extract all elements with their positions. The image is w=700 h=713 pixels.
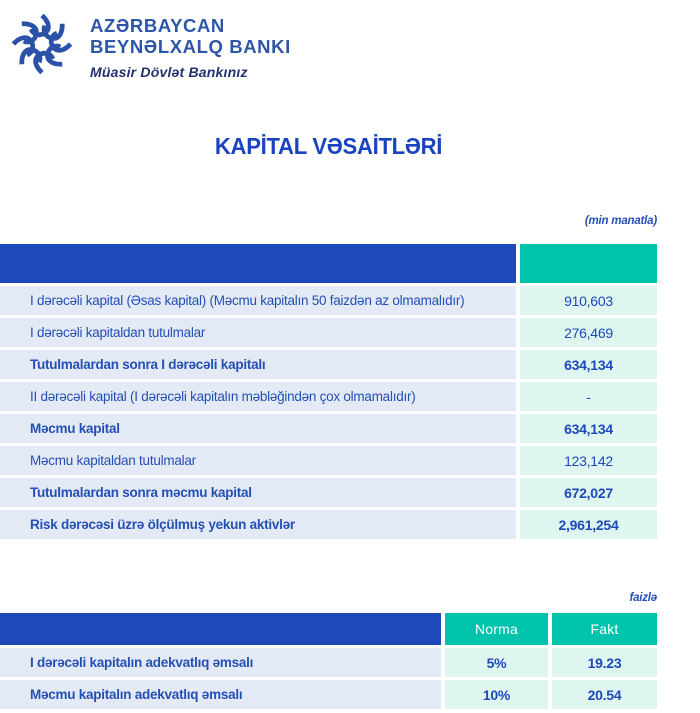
adequacy-header-label-cell: [0, 613, 441, 645]
page-title: KAPİTAL VƏSAİTLƏRİ: [214, 133, 443, 159]
capital-table-header: [0, 244, 657, 283]
bank-tagline: Müasir Dövlət Bankınız: [90, 64, 248, 81]
bank-name-block: [90, 8, 291, 80]
row-value: 2,961,254: [520, 510, 657, 539]
row-label: Məcmu kapitalın adekvatlıq əmsalı: [0, 680, 441, 709]
table-row: [0, 510, 657, 539]
row-label: Risk dərəcəsi üzrə ölçülmuş yekun aktivlər: [0, 510, 516, 539]
row-value: 276,469: [520, 318, 657, 347]
unit-note-faizle: faizlə: [629, 592, 657, 604]
row-value: 634,134: [520, 350, 657, 379]
row-label: Tutulmalardan sonra məcmu kapital: [0, 478, 516, 507]
row-value: -: [520, 382, 657, 411]
table-row: [0, 680, 657, 709]
row-label: Məcmu kapitaldan tutulmalar: [0, 446, 516, 475]
bank-name-line2: BEYNƏLXALQ BANKI: [90, 35, 291, 57]
row-fakt-value: 20.54: [552, 680, 657, 709]
table-row: [0, 350, 657, 379]
adequacy-table-body: [0, 648, 657, 709]
row-label: Tutulmalardan sonra I dərəcəli kapitalı: [0, 350, 516, 379]
row-label: I dərəcəli kapitaldan tutulmalar: [0, 318, 516, 347]
table-row: [0, 446, 657, 475]
bank-name-line1: AZƏRBAYCAN: [90, 15, 225, 36]
bank-header: [8, 8, 291, 80]
table-row: [0, 414, 657, 443]
row-norma-value: 10%: [445, 680, 548, 709]
adequacy-header-norma: Norma: [445, 613, 548, 645]
adequacy-header-fakt: Fakt: [552, 613, 657, 645]
capital-header-label-cell: [0, 244, 516, 283]
row-fakt-value: 19.23: [552, 648, 657, 677]
row-label: I dərəcəli kapitalın adekvatlıq əmsalı: [0, 648, 441, 677]
table-row: [0, 478, 657, 507]
row-label: I dərəcəli kapital (Əsas kapital) (Məcmu kapitalın 50 faizdən az olmamalıdır): [0, 286, 516, 315]
table-row: [0, 648, 657, 677]
row-value: 123,142: [520, 446, 657, 475]
adequacy-table-header: [0, 613, 657, 645]
row-norma-value: 5%: [445, 648, 548, 677]
unit-note-min-manatla: (min manatla): [584, 215, 657, 227]
table-row: [0, 382, 657, 411]
table-row: [0, 318, 657, 347]
row-value: 634,134: [520, 414, 657, 443]
row-label: Məcmu kapital: [0, 414, 516, 443]
row-label: II dərəcəli kapital (I dərəcəli kapitalın məbləğindən çox olmamalıdır): [0, 382, 516, 411]
row-value: 910,603: [520, 286, 657, 315]
capital-table-body: [0, 286, 657, 539]
capital-header-value-cell: [520, 244, 657, 283]
capital-table: [0, 244, 657, 542]
adequacy-table: [0, 613, 657, 712]
row-value: 672,027: [520, 478, 657, 507]
table-row: [0, 286, 657, 315]
bank-logo-icon: [8, 8, 76, 80]
